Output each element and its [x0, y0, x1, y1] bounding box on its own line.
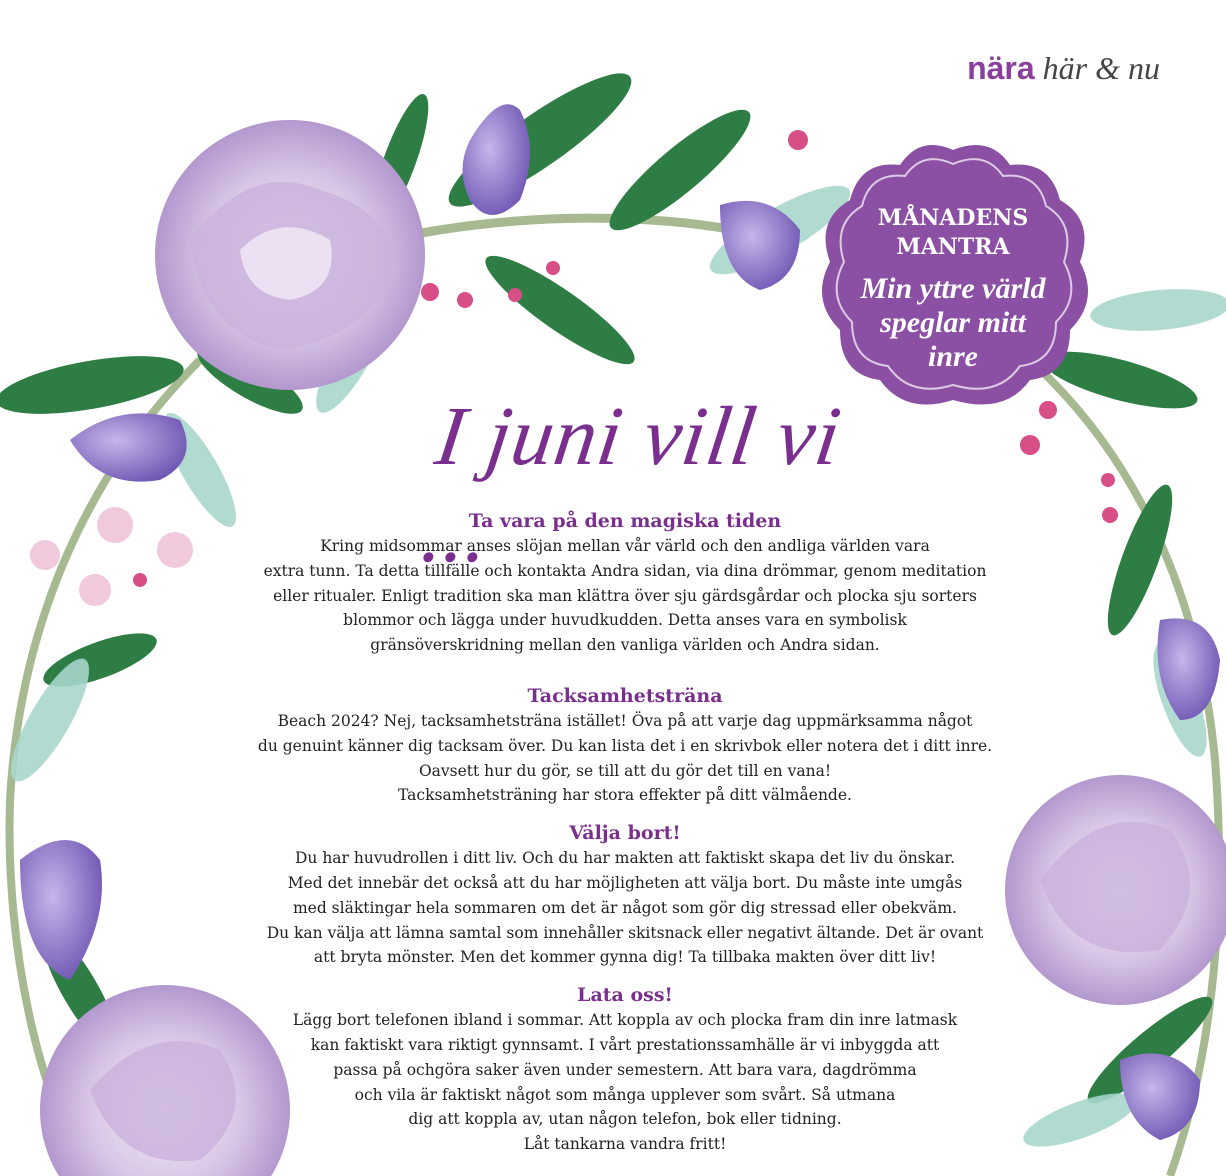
section-title: Lata oss! [577, 984, 673, 1007]
page-headline: I juni vill vi ... [416, 390, 847, 580]
peony-top-left [155, 120, 425, 390]
bud [133, 573, 147, 587]
article-body [230, 508, 1020, 1157]
section-title: Tacksamhetsträna [527, 684, 723, 707]
blossom [30, 540, 60, 570]
badge-title-line1: MÅNADENS [877, 205, 1029, 231]
text-line: att bryta mönster. Men det kommer gynna dig! Ta tillbaka makten över ditt liv! [313, 948, 937, 967]
mantra-line: inre [927, 340, 978, 373]
magazine-header [967, 50, 1160, 87]
text-line: du genuint känner dig tacksam över. Du kan lista det i en skrivbok eller notera det i ditt inre. [257, 736, 993, 755]
iris [463, 104, 531, 215]
bud [1101, 473, 1115, 487]
text-line: gränsöverskridning mellan den vanliga världen och Andra sidan. [370, 636, 880, 655]
text-line: eller ritualer. Enligt tradition ska man klättra över sju gärdsgårdar och plocka sju sorters [273, 586, 977, 605]
section-magic-time [230, 508, 1020, 658]
text-line: Du har huvudrollen i ditt liv. Och du har makten att faktiskt skapa det liv du önskar. [294, 849, 955, 868]
text-line: kan faktiskt vara riktigt gynnsamt. I vårt prestationssamhälle är vi inbyggda att [310, 1035, 940, 1054]
text-line: extra tunn. Ta detta tillfälle och kontakta Andra sidan, via dina drömmar, genom meditation [263, 561, 987, 580]
text-line: Med det innebär det också att du har möjligheten att välja bort. Du måste inte umgås [287, 873, 963, 892]
bud [788, 130, 808, 150]
text-line: Beach 2024? Nej, tacksamhetsträna istället! Öva på att varje dag uppmärksamma något [277, 711, 973, 730]
text-line: Du kan välja att lämna samtal som innehåller skitsnack eller negativt ältande. Det är ovant [266, 923, 984, 942]
leaf [1017, 1083, 1142, 1158]
mantra-line: Min yttre värld [860, 272, 1046, 305]
blossom [79, 574, 111, 606]
bud [1102, 507, 1118, 523]
brand-name: nära [967, 50, 1035, 86]
text-line: blommor och lägga under huvudkudden. Detta anses vara en symbolisk [343, 611, 907, 630]
peony-bottom-right [1005, 775, 1226, 1005]
iris [20, 840, 102, 980]
bud [421, 283, 439, 301]
bud [508, 288, 522, 302]
text-line: passa på ochgöra saker även under semestern. Att bara vara, dagdrömma [333, 1060, 917, 1079]
leaf [475, 242, 645, 378]
bud [1039, 401, 1057, 419]
text-line: och vila är faktiskt något som många upplever som svårt. Så utmana [354, 1085, 896, 1104]
leaf [1089, 284, 1226, 336]
section-opt-out [230, 820, 1020, 970]
bud [1020, 435, 1040, 455]
text-line: med släktingar hela sommaren om det är något som gör dig stressad eller obekväm. [292, 898, 958, 917]
text-line: Låt tankarna vandra fritt! [523, 1135, 727, 1154]
text-line: Tacksamhetsträning har stora effekter på ditt välmående. [398, 786, 852, 805]
bud [457, 292, 473, 308]
section-gratitude [230, 683, 1020, 808]
bud [546, 261, 560, 275]
iris [70, 413, 187, 481]
brand-tagline: här & nu [1042, 50, 1160, 86]
section-be-lazy [230, 982, 1020, 1157]
mantra-badge-text [832, 204, 1074, 374]
mantra-line: speglar mitt [880, 306, 1026, 339]
blossom [157, 532, 193, 568]
blossom [97, 507, 133, 543]
text-line: dig att koppla av, utan någon telefon, bok eller tidning. [408, 1110, 842, 1129]
text-line: Lägg bort telefonen ibland i sommar. Att koppla av och plocka fram din inre latmask [292, 1011, 958, 1030]
text-line: Oavsett hur du gör, se till att du gör det till en vana! [418, 761, 832, 780]
leaf [435, 56, 645, 225]
badge-title-line2: MANTRA [896, 234, 1010, 260]
leaf [0, 345, 188, 425]
text-line: Kring midsommar anses slöjan mellan vår värld och den andliga världen vara [320, 537, 930, 555]
section-title: Ta vara på den magiska tiden [468, 510, 782, 532]
section-title: Välja bort! [569, 822, 681, 845]
